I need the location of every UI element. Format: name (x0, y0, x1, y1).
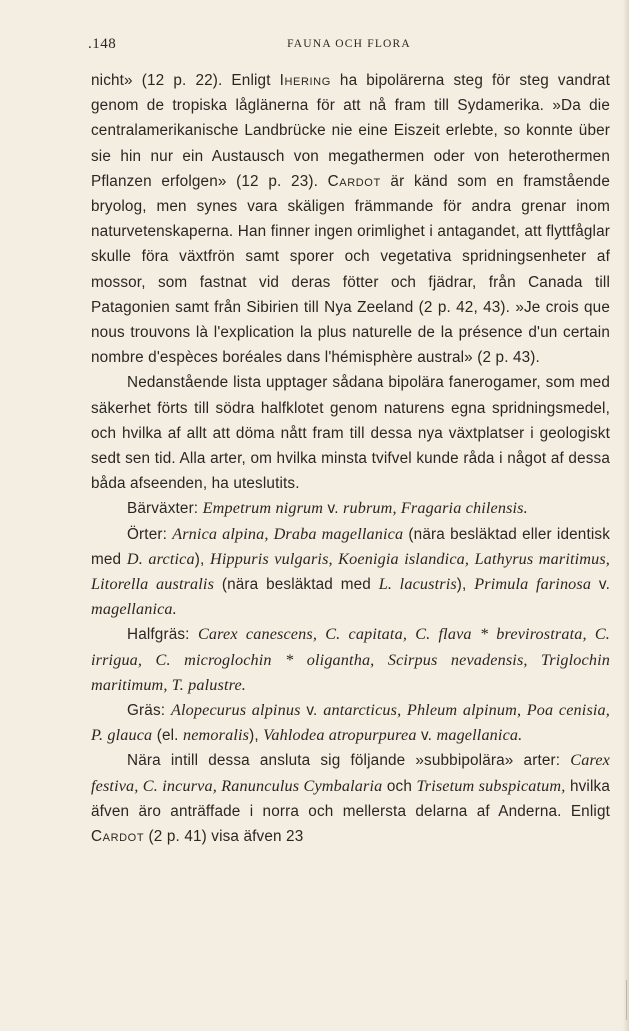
text-segment: v. (300, 702, 324, 720)
italic-text: magellanica. (436, 726, 523, 745)
text-segment: ), (456, 576, 475, 594)
text-segment: och (382, 777, 417, 795)
text-segment: nicht» (12 p. 22). Enligt (91, 72, 280, 89)
italic-text: antarcticus, Phleum alpinum, Poa cenisia, P. glauca (91, 701, 610, 745)
italic-text: D. arctica (126, 549, 195, 568)
italic-text: rubrum, Fragaria chilensis. (343, 499, 528, 518)
italic-text: magellanica. (91, 600, 177, 619)
text-segment: Halfgräs: (127, 626, 198, 644)
italic-text: Arnica alpina, Draba magellanica (172, 524, 404, 543)
italic-text: Empetrum nigrum (202, 499, 324, 518)
paragraph-p3 (91, 496, 610, 521)
text-segment: v. (323, 500, 344, 518)
page-number: .148 (88, 36, 117, 52)
text-segment: (nära besläktad med (214, 576, 379, 594)
text-segment: ), (249, 727, 264, 745)
italic-text: Trisetum subspicatum, (416, 776, 566, 795)
italic-text: Carex canescens, C. capitata, C. flava * brevirostrata, C. irrigua, C. microglochin * oligantha, Scirpus nevadensis, Triglochin maritimum, T. palustre. (91, 625, 610, 694)
italic-text: Hippuris vulgaris, Koenigia islandica, Lathyrus maritimus, Litorella australis (91, 549, 611, 594)
text-segment: (nära besläktad eller identisk med (91, 525, 610, 568)
paragraph-p6 (91, 698, 610, 748)
author-name: Ihering (279, 72, 331, 89)
running-title: FAUNA OCH FLORA (287, 38, 411, 50)
text-segment: är känd som en framstående bryolog, men synes vara skäligen främmande för andra grenar inom naturvetenskaperna. Han finner ingen orimlighet i antagandet, att flyttfåglar skulle föra växtfrön samt sporer och vegetativa spridningsenheter af mossor, som fastnat vid deras fötter och fjädrar, från Canada till Patagonien samt från Sibirien till Nya Zeeland (2 p. 42, 43). »Je crois que nous trouvons là l'explication la plus naturelle de la présence d'un certain nombre d'espèces boréales dans l'hémisphère austral» (2 p. 43). (91, 172, 610, 367)
paragraph-p2 (91, 370, 610, 496)
page-edge-shadow (623, 0, 629, 1031)
author-name: Cardot (91, 828, 145, 846)
italic-text: Alopecurus alpinus (170, 701, 301, 720)
italic-text: L. lacustris (378, 575, 457, 594)
paragraph-p5 (91, 622, 610, 698)
text-segment: ), (194, 550, 211, 568)
text-segment: hvilka äfven äro anträffade i norra och mellersta delarna af Anderna. Enligt (91, 777, 610, 820)
page-header (88, 36, 610, 58)
italic-text: Vahlodea atropurpurea (263, 726, 417, 745)
paragraph-p4 (91, 522, 610, 623)
text-segment: (el. (152, 727, 183, 745)
body-text (91, 68, 610, 849)
paragraph-p7 (91, 748, 610, 849)
italic-text: Primula farinosa (474, 575, 592, 594)
italic-text: Carex festiva, C. incurva, Ranunculus Cymbalaria (91, 751, 610, 795)
text-segment: v. (591, 576, 610, 594)
italic-text: nemoralis (182, 726, 250, 745)
page-edge-mark (626, 980, 627, 1020)
text-segment: Bärväxter: (127, 500, 203, 518)
paragraph-p1 (91, 68, 610, 370)
text-segment: Örter: (127, 525, 173, 543)
author-name: Cardot (327, 172, 381, 190)
text-segment: ha bipolärerna steg för steg vandrat genom de tropiska låglänerna för att nå fram till Sydamerika. »Da die centralamerikanische Landbrücke nie eine Eiszeit erlebte, so konnte über sie hin nur ein Austausch von megathermen oder von heterothermen Pflanzen erfolgen» (12 p. 23). (91, 72, 610, 190)
text-segment: Nedanstående lista upptager sådana bipolära fanerogamer, som med säkerhet förts till södra halfklotet genom naturens egna spridningsmedel, och hvilka af allt att döma nått fram till dessa nya växtplatser i geologiskt sedt sen tid. Alla arter, om hvilka minsta tvifvel kunde råda i något af dessa båda afseenden, ha uteslutits. (91, 374, 610, 493)
text-segment: Nära intill dessa ansluta sig följande »subbipolära» arter: (127, 752, 571, 770)
text-segment: Gräs: (127, 702, 171, 720)
text-segment: (2 p. 41) visa äfven 23 (144, 828, 304, 846)
text-segment: v. (416, 727, 437, 745)
